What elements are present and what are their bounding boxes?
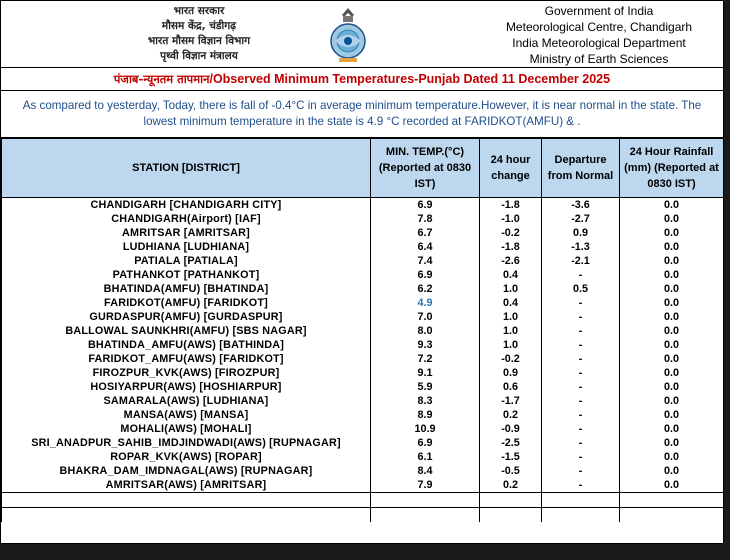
- table-row: [2, 408, 724, 422]
- table-cell-min: 8.3: [371, 394, 480, 408]
- table-row: [2, 268, 724, 282]
- table-cell-min: 7.2: [371, 352, 480, 366]
- table-cell-rain: 0.0: [620, 268, 724, 282]
- table-cell-dep: -: [542, 450, 620, 464]
- table-cell-dep: -: [542, 366, 620, 380]
- table-cell-chg: -0.2: [480, 226, 542, 240]
- table-cell-station: SAMARALA(AWS) [LUDHIANA]: [2, 394, 371, 408]
- table-row: [2, 212, 724, 226]
- table-cell-rain: 0.0: [620, 338, 724, 352]
- table-cell-rain: 0.0: [620, 380, 724, 394]
- table-header-row: [2, 139, 724, 198]
- table-row: [2, 464, 724, 478]
- col-header-station: STATION [DISTRICT]: [2, 139, 371, 198]
- table-cell-rain: 0.0: [620, 324, 724, 338]
- table-cell-chg: -2.5: [480, 436, 542, 450]
- table-cell-station: SRI_ANADPUR_SAHIB_IMDJINDWADI(AWS) [RUPNAGAR]: [2, 436, 371, 450]
- table-row: [2, 478, 724, 493]
- table-cell-chg: 0.9: [480, 366, 542, 380]
- english-line: India Meteorological Department: [512, 36, 686, 50]
- table-cell-min: 8.4: [371, 464, 480, 478]
- table-cell-dep: -: [542, 268, 620, 282]
- table-cell-station: FIROZPUR_KVK(AWS) [FIROZPUR]: [2, 366, 371, 380]
- table-cell-dep: -: [542, 478, 620, 493]
- table-row: [2, 436, 724, 450]
- table-cell-rain: 0.0: [620, 478, 724, 493]
- table-cell-chg: 1.0: [480, 324, 542, 338]
- empty-row: [2, 508, 724, 523]
- table-cell-station: LUDHIANA [LUDHIANA]: [2, 240, 371, 254]
- hindi-line: पृथ्वी विज्ञान मंत्रालय: [160, 50, 238, 62]
- table-cell-rain: 0.0: [620, 422, 724, 436]
- table-cell-min: 7.9: [371, 478, 480, 493]
- table-cell-station: PATIALA [PATIALA]: [2, 254, 371, 268]
- col-header-rainfall: 24 Hour Rainfall (mm) (Reported at 0830 IST): [620, 139, 724, 198]
- table-cell-rain: 0.0: [620, 408, 724, 422]
- table-cell-dep: -: [542, 296, 620, 310]
- table-cell-station: BHATINDA(AMFU) [BHATINDA]: [2, 282, 371, 296]
- table-cell-min: 6.9: [371, 268, 480, 282]
- table-cell-chg: 1.0: [480, 282, 542, 296]
- col-header-min-temp: MIN. TEMP.(°C) (Reported at 0830 IST): [371, 139, 480, 198]
- table-cell-dep: -3.6: [542, 198, 620, 213]
- empty-cell: [480, 508, 542, 523]
- empty-cell: [2, 508, 371, 523]
- hindi-line: मौसम केंद्र, चंडीगढ़: [161, 20, 237, 32]
- table-cell-station: ROPAR_KVK(AWS) [ROPAR]: [2, 450, 371, 464]
- hindi-line: भारत सरकार: [173, 5, 225, 17]
- table-cell-dep: -: [542, 310, 620, 324]
- table-row: [2, 296, 724, 310]
- table-cell-rain: 0.0: [620, 212, 724, 226]
- table-row: [2, 254, 724, 268]
- table-cell-rain: 0.0: [620, 198, 724, 213]
- table-cell-station: MOHALI(AWS) [MOHALI]: [2, 422, 371, 436]
- table-cell-rain: 0.0: [620, 254, 724, 268]
- table-cell-min: 5.9: [371, 380, 480, 394]
- table-row: [2, 310, 724, 324]
- table-cell-rain: 0.0: [620, 436, 724, 450]
- empty-cell: [542, 493, 620, 508]
- title-english: /Observed Minimum Temperatures-Punjab Dated 11 December 2025: [209, 72, 611, 86]
- title-hindi: पंजाब-न्यूनतम तापमान: [113, 72, 210, 86]
- temperature-table: [1, 138, 724, 522]
- table-cell-chg: 0.2: [480, 408, 542, 422]
- table-cell-station: BHATINDA_AMFU(AWS) [BATHINDA]: [2, 338, 371, 352]
- table-cell-chg: 1.0: [480, 310, 542, 324]
- table-row: [2, 338, 724, 352]
- bulletin-header: [1, 1, 723, 68]
- table-row: [2, 394, 724, 408]
- table-cell-dep: -: [542, 394, 620, 408]
- table-row: [2, 380, 724, 394]
- table-row: [2, 198, 724, 213]
- table-cell-dep: -1.3: [542, 240, 620, 254]
- bottom-bar: [0, 544, 730, 560]
- english-line: Ministry of Earth Sciences: [529, 52, 669, 66]
- empty-cell: [2, 493, 371, 508]
- empty-row: [2, 493, 724, 508]
- english-org-block: [479, 3, 719, 67]
- table-cell-chg: -1.8: [480, 198, 542, 213]
- imd-emblem-icon: [323, 5, 373, 63]
- bulletin-title: [1, 68, 723, 91]
- table-cell-chg: 0.4: [480, 296, 542, 310]
- table-cell-dep: -: [542, 436, 620, 450]
- table-cell-rain: 0.0: [620, 296, 724, 310]
- hindi-line: भारत मौसम विज्ञान विभाग: [147, 35, 251, 47]
- english-line: Meteorological Centre, Chandigarh: [505, 20, 693, 34]
- english-line: Government of India: [544, 4, 654, 18]
- empty-cell: [371, 493, 480, 508]
- table-cell-station: FARIDKOT_AMFU(AWS) [FARIDKOT]: [2, 352, 371, 366]
- table-cell-min: 6.9: [371, 198, 480, 213]
- table-cell-dep: -: [542, 352, 620, 366]
- table-cell-min: 7.0: [371, 310, 480, 324]
- table-cell-rain: 0.0: [620, 226, 724, 240]
- table-cell-chg: -1.0: [480, 212, 542, 226]
- table-row: [2, 324, 724, 338]
- table-cell-station: AMRITSAR [AMRITSAR]: [2, 226, 371, 240]
- table-cell-min: 6.2: [371, 282, 480, 296]
- table-cell-chg: -2.6: [480, 254, 542, 268]
- summary-text: As compared to yesterday, Today, there is fall of -0.4°C in average minimum temperature.However, it is near normal in the state. The lowest minimum temperature in the state is 4.9 °C recorded at FARIDKOT(AMFU) & .: [1, 91, 723, 138]
- table-cell-chg: -0.2: [480, 352, 542, 366]
- table-cell-chg: -0.5: [480, 464, 542, 478]
- table-cell-rain: 0.0: [620, 366, 724, 380]
- table-cell-min: 7.8: [371, 212, 480, 226]
- table-cell-min: 8.9: [371, 408, 480, 422]
- table-cell-station: GURDASPUR(AMFU) [GURDASPUR]: [2, 310, 371, 324]
- hindi-org-block: [119, 4, 279, 64]
- table-cell-station: MANSA(AWS) [MANSA]: [2, 408, 371, 422]
- table-cell-rain: 0.0: [620, 310, 724, 324]
- table-row: [2, 450, 724, 464]
- table-cell-rain: 0.0: [620, 352, 724, 366]
- table-cell-station: FARIDKOT(AMFU) [FARIDKOT]: [2, 296, 371, 310]
- table-cell-min: 6.9: [371, 436, 480, 450]
- table-cell-rain: 0.0: [620, 450, 724, 464]
- table-cell-dep: -: [542, 422, 620, 436]
- table-cell-station: BALLOWAL SAUNKHRI(AMFU) [SBS NAGAR]: [2, 324, 371, 338]
- col-header-change: 24 hour change: [480, 139, 542, 198]
- table-cell-chg: 1.0: [480, 338, 542, 352]
- table-row: [2, 240, 724, 254]
- empty-cell: [371, 508, 480, 523]
- table-cell-chg: -1.5: [480, 450, 542, 464]
- table-row: [2, 352, 724, 366]
- table-row: [2, 422, 724, 436]
- table-row: [2, 226, 724, 240]
- table-cell-dep: -: [542, 338, 620, 352]
- table-cell-dep: -: [542, 464, 620, 478]
- table-cell-min: 9.1: [371, 366, 480, 380]
- table-cell-rain: 0.0: [620, 394, 724, 408]
- table-cell-chg: -1.7: [480, 394, 542, 408]
- table-cell-min: 6.1: [371, 450, 480, 464]
- empty-cell: [480, 493, 542, 508]
- table-cell-station: HOSIYARPUR(AWS) [HOSHIARPUR]: [2, 380, 371, 394]
- table-cell-station: PATHANKOT [PATHANKOT]: [2, 268, 371, 282]
- table-cell-rain: 0.0: [620, 240, 724, 254]
- table-cell-chg: 0.2: [480, 478, 542, 493]
- table-cell-min: 7.4: [371, 254, 480, 268]
- table-cell-dep: 0.9: [542, 226, 620, 240]
- table-cell-dep: -: [542, 380, 620, 394]
- table-body: [2, 198, 724, 523]
- table-cell-dep: -2.1: [542, 254, 620, 268]
- table-cell-chg: 0.6: [480, 380, 542, 394]
- table-cell-min: 9.3: [371, 338, 480, 352]
- table-cell-chg: 0.4: [480, 268, 542, 282]
- table-cell-rain: 0.0: [620, 282, 724, 296]
- table-cell-chg: -1.8: [480, 240, 542, 254]
- table-cell-station: AMRITSAR(AWS) [AMRITSAR]: [2, 478, 371, 493]
- table-cell-station: BHAKRA_DAM_IMDNAGAL(AWS) [RUPNAGAR]: [2, 464, 371, 478]
- empty-cell: [542, 508, 620, 523]
- table-cell-min: 6.7: [371, 226, 480, 240]
- col-header-departure: Departure from Normal: [542, 139, 620, 198]
- table-cell-station: CHANDIGARH(Airport) [IAF]: [2, 212, 371, 226]
- table-cell-station: CHANDIGARH [CHANDIGARH CITY]: [2, 198, 371, 213]
- table-cell-min: 10.9: [371, 422, 480, 436]
- table-row: [2, 366, 724, 380]
- table-cell-dep: -2.7: [542, 212, 620, 226]
- table-cell-dep: 0.5: [542, 282, 620, 296]
- table-row: [2, 282, 724, 296]
- table-cell-rain: 0.0: [620, 464, 724, 478]
- table-cell-dep: -: [542, 408, 620, 422]
- empty-cell: [620, 493, 724, 508]
- empty-cell: [620, 508, 724, 523]
- table-cell-dep: -: [542, 324, 620, 338]
- table-cell-min: 8.0: [371, 324, 480, 338]
- table-cell-min: 6.4: [371, 240, 480, 254]
- table-cell-min: 4.9: [371, 296, 480, 310]
- table-cell-chg: -0.9: [480, 422, 542, 436]
